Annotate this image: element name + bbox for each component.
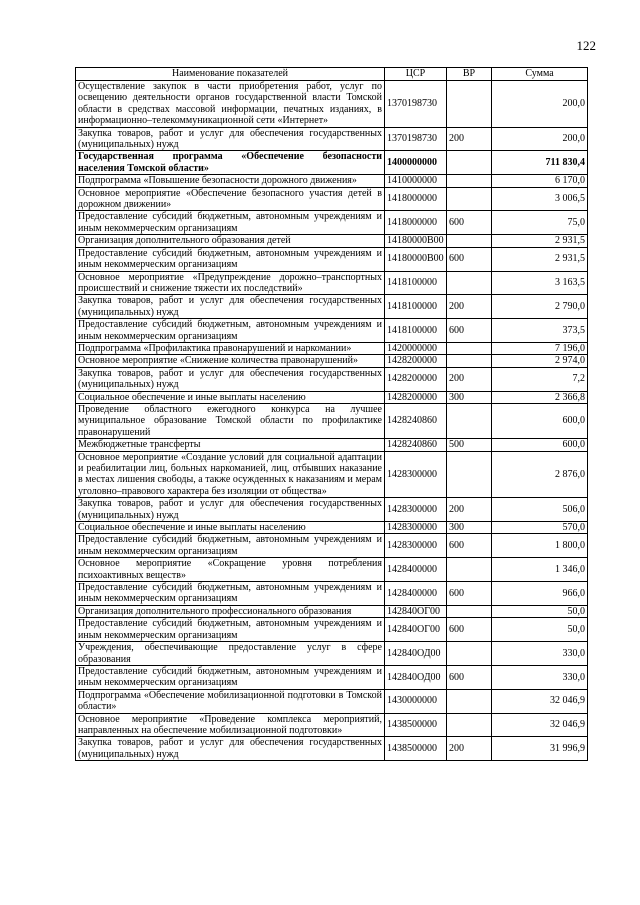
table-row xyxy=(76,342,588,354)
cell-sum: 2 974,0 xyxy=(492,355,588,367)
cell-vr: 500 xyxy=(447,439,492,451)
cell-vr: 300 xyxy=(447,522,492,534)
cell-name: Основное мероприятие «Предупреждение дорожно–транспортных происшествий и снижение тяжести их последствий» xyxy=(76,271,385,295)
cell-vr xyxy=(447,403,492,438)
cell-vr: 600 xyxy=(447,247,492,271)
cell-sum: 570,0 xyxy=(492,522,588,534)
cell-vr xyxy=(447,642,492,666)
cell-name: Проведение областного ежегодного конкурса на лучшее муниципальное образование Томской области по профилактике правонарушений xyxy=(76,403,385,438)
table-row xyxy=(76,451,588,498)
cell-vr xyxy=(447,187,492,211)
table-row xyxy=(76,403,588,438)
cell-csr: 1400000000 xyxy=(385,151,447,175)
cell-name: Закупка товаров, работ и услуг для обеспечения государственных (муниципальных) нужд xyxy=(76,737,385,761)
budget-table xyxy=(75,67,588,761)
cell-vr: 600 xyxy=(447,665,492,689)
cell-csr: 1418100000 xyxy=(385,271,447,295)
cell-csr: 1428400000 xyxy=(385,558,447,582)
table-row xyxy=(76,81,588,128)
table-row xyxy=(76,391,588,403)
cell-sum: 600,0 xyxy=(492,403,588,438)
cell-sum: 2 931,5 xyxy=(492,247,588,271)
cell-sum: 200,0 xyxy=(492,127,588,151)
cell-csr: 142840ОД00 xyxy=(385,642,447,666)
table-row xyxy=(76,271,588,295)
cell-sum: 3 006,5 xyxy=(492,187,588,211)
cell-name: Организация дополнительного профессионального образования xyxy=(76,605,385,617)
cell-name: Закупка товаров, работ и услуг для обеспечения государственных (муниципальных) нужд xyxy=(76,295,385,319)
cell-sum: 330,0 xyxy=(492,642,588,666)
cell-vr xyxy=(447,558,492,582)
cell-csr: 1370198730 xyxy=(385,127,447,151)
table-row xyxy=(76,175,588,187)
cell-csr: 1420000000 xyxy=(385,342,447,354)
cell-vr xyxy=(447,271,492,295)
cell-csr: 1428300000 xyxy=(385,451,447,498)
cell-csr: 1430000000 xyxy=(385,689,447,713)
cell-sum: 2 790,0 xyxy=(492,295,588,319)
cell-vr: 300 xyxy=(447,391,492,403)
table-row xyxy=(76,605,588,617)
cell-sum: 6 170,0 xyxy=(492,175,588,187)
cell-vr xyxy=(447,235,492,247)
cell-csr: 1418100000 xyxy=(385,319,447,343)
cell-csr: 1428300000 xyxy=(385,534,447,558)
cell-name: Осуществление закупок в части приобретения работ, услуг по освещению деятельности органов государственной власти Томской области в средствах массовой информации, печатных изданиях, в информационно–телекоммуникационной сети «Интернет» xyxy=(76,81,385,128)
cell-csr: 1428200000 xyxy=(385,355,447,367)
table-row xyxy=(76,558,588,582)
cell-vr xyxy=(447,81,492,128)
cell-sum: 7 196,0 xyxy=(492,342,588,354)
cell-vr xyxy=(447,151,492,175)
table-row xyxy=(76,151,588,175)
table-row xyxy=(76,618,588,642)
cell-name: Основное мероприятие «Сокращение уровня потребления психоактивных веществ» xyxy=(76,558,385,582)
cell-sum: 50,0 xyxy=(492,618,588,642)
cell-csr: 142840ОГ00 xyxy=(385,618,447,642)
table-row xyxy=(76,319,588,343)
table-row xyxy=(76,295,588,319)
cell-name: Основное мероприятие «Проведение комплекса мероприятий, направленных на обеспечение мобилизационной подготовки» xyxy=(76,713,385,737)
cell-sum: 32 046,9 xyxy=(492,713,588,737)
table-row xyxy=(76,498,588,522)
cell-name: Межбюджетные трансферты xyxy=(76,439,385,451)
table-row xyxy=(76,665,588,689)
cell-name: Социальное обеспечение и иные выплаты населению xyxy=(76,522,385,534)
cell-name: Закупка товаров, работ и услуг для обеспечения государственных (муниципальных) нужд xyxy=(76,127,385,151)
cell-vr: 600 xyxy=(447,534,492,558)
cell-sum: 75,0 xyxy=(492,211,588,235)
cell-name: Основное мероприятие «Обеспечение безопасного участия детей в дорожном движении» xyxy=(76,187,385,211)
table-row xyxy=(76,211,588,235)
cell-csr: 1428200000 xyxy=(385,367,447,391)
cell-name: Закупка товаров, работ и услуг для обеспечения государственных (муниципальных) нужд xyxy=(76,367,385,391)
table-row xyxy=(76,582,588,606)
cell-sum: 2 931,5 xyxy=(492,235,588,247)
cell-vr: 600 xyxy=(447,582,492,606)
table-row xyxy=(76,247,588,271)
cell-csr: 1428300000 xyxy=(385,522,447,534)
cell-sum: 7,2 xyxy=(492,367,588,391)
cell-vr xyxy=(447,355,492,367)
cell-vr: 200 xyxy=(447,367,492,391)
cell-name: Предоставление субсидий бюджетным, автономным учреждениям и иным некоммерческим организациям xyxy=(76,211,385,235)
table-row xyxy=(76,355,588,367)
cell-csr: 1428400000 xyxy=(385,582,447,606)
table-row xyxy=(76,689,588,713)
header-sum: Сумма xyxy=(492,68,588,81)
cell-csr: 142840ОД00 xyxy=(385,665,447,689)
cell-vr xyxy=(447,689,492,713)
cell-csr: 1370198730 xyxy=(385,81,447,128)
cell-sum: 966,0 xyxy=(492,582,588,606)
cell-csr: 1418100000 xyxy=(385,295,447,319)
cell-sum: 31 996,9 xyxy=(492,737,588,761)
cell-sum: 200,0 xyxy=(492,81,588,128)
cell-vr: 600 xyxy=(447,618,492,642)
cell-sum: 506,0 xyxy=(492,498,588,522)
cell-csr: 1428240860 xyxy=(385,403,447,438)
table-header-row xyxy=(76,68,588,81)
cell-vr xyxy=(447,605,492,617)
cell-sum: 1 800,0 xyxy=(492,534,588,558)
table-row xyxy=(76,439,588,451)
cell-name: Подпрограмма «Профилактика правонарушений и наркомании» xyxy=(76,342,385,354)
cell-vr: 200 xyxy=(447,498,492,522)
cell-sum: 2 366,8 xyxy=(492,391,588,403)
cell-csr: 1438500000 xyxy=(385,737,447,761)
table-row xyxy=(76,367,588,391)
cell-name: Предоставление субсидий бюджетным, автономным учреждениям и иным некоммерческим организациям xyxy=(76,618,385,642)
page-number: 122 xyxy=(576,38,596,53)
cell-csr: 1428200000 xyxy=(385,391,447,403)
cell-vr: 600 xyxy=(447,211,492,235)
cell-name: Государственная программа «Обеспечение безопасности населения Томской области» xyxy=(76,151,385,175)
cell-vr xyxy=(447,713,492,737)
cell-vr: 200 xyxy=(447,127,492,151)
cell-csr: 1418000000 xyxy=(385,187,447,211)
table-row xyxy=(76,522,588,534)
table-row xyxy=(76,235,588,247)
cell-csr: 142840ОГ00 xyxy=(385,605,447,617)
cell-csr: 1410000000 xyxy=(385,175,447,187)
cell-sum: 373,5 xyxy=(492,319,588,343)
cell-name: Основное мероприятие «Снижение количества правонарушений» xyxy=(76,355,385,367)
cell-sum: 330,0 xyxy=(492,665,588,689)
cell-name: Предоставление субсидий бюджетным, автономным учреждениям и иным некоммерческим организациям xyxy=(76,665,385,689)
cell-vr: 200 xyxy=(447,737,492,761)
cell-sum: 711 830,4 xyxy=(492,151,588,175)
header-csr: ЦСР xyxy=(385,68,447,81)
cell-name: Предоставление субсидий бюджетным, автономным учреждениям и иным некоммерческим организациям xyxy=(76,319,385,343)
table-row xyxy=(76,534,588,558)
cell-name: Предоставление субсидий бюджетным, автономным учреждениям и иным некоммерческим организациям xyxy=(76,247,385,271)
cell-name: Организация дополнительного образования детей xyxy=(76,235,385,247)
table-row xyxy=(76,713,588,737)
cell-vr: 600 xyxy=(447,319,492,343)
cell-sum: 3 163,5 xyxy=(492,271,588,295)
cell-sum: 2 876,0 xyxy=(492,451,588,498)
header-vr: ВР xyxy=(447,68,492,81)
cell-sum: 50,0 xyxy=(492,605,588,617)
cell-csr: 1428300000 xyxy=(385,498,447,522)
cell-name: Предоставление субсидий бюджетным, автономным учреждениям и иным некоммерческим организациям xyxy=(76,534,385,558)
cell-name: Учреждения, обеспечивающие предоставление услуг в сфере образования xyxy=(76,642,385,666)
cell-csr: 14180000В00 xyxy=(385,247,447,271)
cell-csr: 1438500000 xyxy=(385,713,447,737)
cell-csr: 1418000000 xyxy=(385,211,447,235)
cell-vr xyxy=(447,175,492,187)
cell-name: Подпрограмма «Повышение безопасности дорожного движения» xyxy=(76,175,385,187)
cell-sum: 32 046,9 xyxy=(492,689,588,713)
cell-csr: 14180000В00 xyxy=(385,235,447,247)
cell-name: Социальное обеспечение и иные выплаты населению xyxy=(76,391,385,403)
cell-vr xyxy=(447,342,492,354)
cell-csr: 1428240860 xyxy=(385,439,447,451)
cell-vr: 200 xyxy=(447,295,492,319)
table-row xyxy=(76,737,588,761)
cell-name: Подпрограмма «Обеспечение мобилизационной подготовки в Томской области» xyxy=(76,689,385,713)
cell-name: Предоставление субсидий бюджетным, автономным учреждениям и иным некоммерческим организациям xyxy=(76,582,385,606)
header-name: Наименование показателей xyxy=(76,68,385,81)
table-row xyxy=(76,187,588,211)
cell-name: Закупка товаров, работ и услуг для обеспечения государственных (муниципальных) нужд xyxy=(76,498,385,522)
cell-vr xyxy=(447,451,492,498)
table-row xyxy=(76,127,588,151)
cell-name: Основное мероприятие «Создание условий для социальной адаптации и реабилитации лиц, больных наркоманией, лиц, отбывших наказание в местах лишения свободы, а также осужденных к наказаниям и мерам уголовно–правового характера без изоляции от общества» xyxy=(76,451,385,498)
cell-sum: 1 346,0 xyxy=(492,558,588,582)
table-body xyxy=(76,81,588,761)
table-row xyxy=(76,642,588,666)
cell-sum: 600,0 xyxy=(492,439,588,451)
